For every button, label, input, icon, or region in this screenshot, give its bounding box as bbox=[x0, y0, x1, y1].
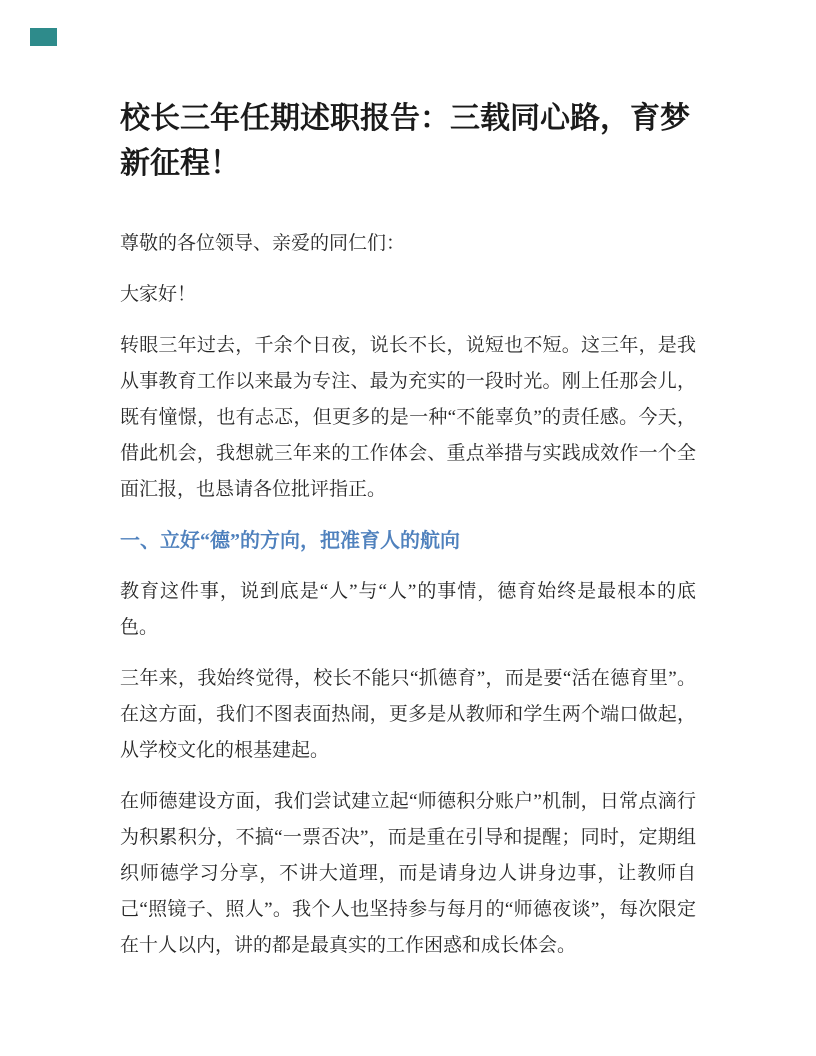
paragraph: 转眼三年过去，千余个日夜，说长不长，说短也不短。这三年，是我从事教育工作以来最为专注、最为充实的一段时光。刚上任那会儿，既有憧憬，也有忐忑，但更多的是一种“不能辜负”的责任感。今天，借此机会，我想就三年来的工作体会、重点举措与实践成效作一个全面汇报，也恳请各位批评指正。 bbox=[120, 335, 696, 500]
corner-marker bbox=[30, 28, 57, 46]
paragraph: 尊敬的各位领导、亲爱的同仁们： bbox=[120, 233, 406, 254]
section-heading: 一、立好“德”的方向，把准育人的航向 bbox=[120, 530, 460, 552]
paragraph: 在师德建设方面，我们尝试建立起“师德积分账户”机制，日常点滴行为积累积分，不搞“一票否决”，而是重在引导和提醒；同时，定期组织师德学习分享，不讲大道理，而是请身边人讲身边事，让教师自己“照镜子、照人”。我个人也坚持参与每月的“师德夜谈”，每次限定在十人以内，讲的都是最真实的工作困惑和成长体会。 bbox=[120, 791, 696, 956]
paragraph: 教育这件事，说到底是“人”与“人”的事情，德育始终是最根本的底色。 bbox=[120, 581, 696, 638]
paragraph: 大家好！ bbox=[120, 284, 197, 305]
document-title: 校长三年任期述职报告：三载同心路，育梦新征程！ bbox=[120, 102, 690, 180]
document-content bbox=[120, 96, 696, 979]
document-body bbox=[120, 226, 696, 964]
paragraph: 三年来，我始终觉得，校长不能只“抓德育”，而是要“活在德育里”。在这方面，我们不图表面热闹，更多是从教师和学生两个端口做起，从学校文化的根基建起。 bbox=[120, 668, 696, 761]
